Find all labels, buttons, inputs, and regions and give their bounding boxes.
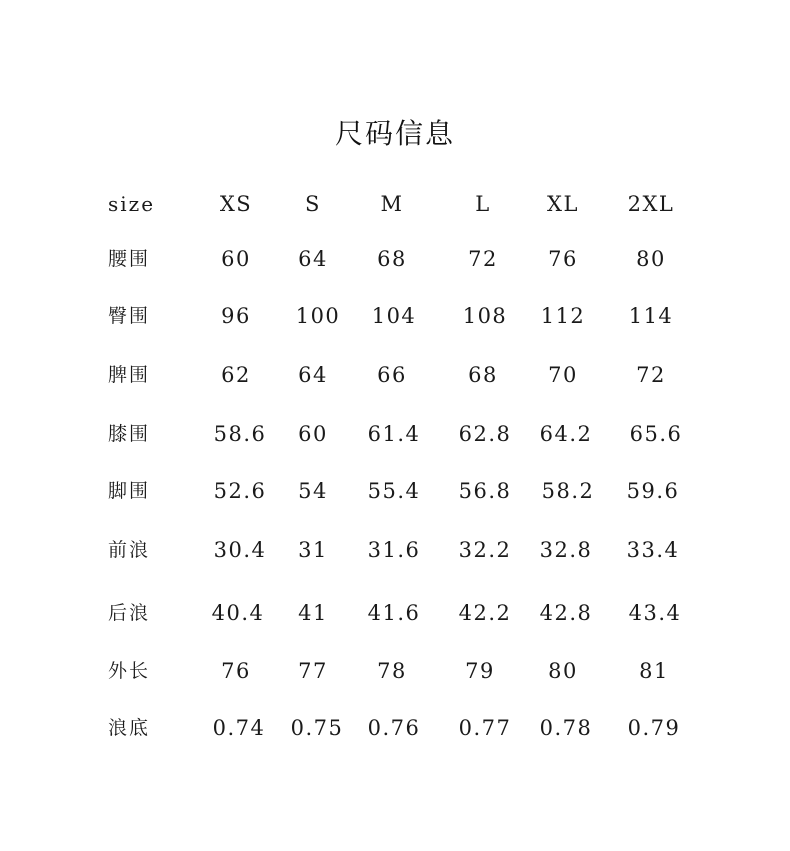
table-row-ankle bbox=[0, 469, 790, 513]
table-row-outseam bbox=[0, 649, 790, 693]
table-cell: 42.2 bbox=[458, 601, 512, 625]
table-cell: 80 bbox=[548, 659, 578, 683]
table-cell: 61.4 bbox=[367, 422, 421, 446]
table-cell: 72 bbox=[636, 363, 666, 387]
header-label: size bbox=[108, 192, 156, 216]
table-cell: 41.6 bbox=[367, 601, 421, 625]
table-cell: 41 bbox=[298, 601, 328, 625]
table-cell: 64 bbox=[298, 363, 328, 387]
table-cell: 76 bbox=[548, 247, 578, 271]
row-label: 后浪 bbox=[108, 602, 151, 624]
table-cell: 108 bbox=[462, 304, 508, 328]
table-cell: 104 bbox=[371, 304, 417, 328]
table-cell: 58.6 bbox=[213, 422, 267, 446]
table-cell: 0.75 bbox=[290, 716, 344, 740]
table-cell: 0.76 bbox=[367, 716, 421, 740]
table-row-back-rise bbox=[0, 591, 790, 635]
table-cell: 68 bbox=[468, 363, 498, 387]
table-cell: 112 bbox=[540, 304, 586, 328]
table-cell: 64.2 bbox=[539, 422, 593, 446]
table-cell: 76 bbox=[221, 659, 251, 683]
header-size-xs: XS bbox=[219, 192, 253, 216]
table-cell: 30.4 bbox=[213, 538, 267, 562]
header-size-2xl: 2XL bbox=[627, 192, 675, 216]
table-cell: 58.2 bbox=[541, 479, 595, 503]
row-label: 浪底 bbox=[108, 717, 151, 739]
table-cell: 65.6 bbox=[629, 422, 683, 446]
row-label: 腰围 bbox=[108, 248, 151, 270]
table-cell: 72 bbox=[468, 247, 498, 271]
table-cell: 81 bbox=[639, 659, 669, 683]
table-row-crotch bbox=[0, 706, 790, 750]
table-cell: 114 bbox=[628, 304, 674, 328]
row-label: 脾围 bbox=[108, 364, 151, 386]
table-cell: 96 bbox=[221, 304, 251, 328]
row-label: 臀围 bbox=[108, 305, 151, 327]
table-cell: 54 bbox=[298, 479, 328, 503]
table-cell: 64 bbox=[298, 247, 328, 271]
table-cell: 0.79 bbox=[627, 716, 681, 740]
table-cell: 77 bbox=[298, 659, 328, 683]
row-label: 脚围 bbox=[108, 480, 151, 502]
header-size-m: M bbox=[380, 192, 404, 216]
table-cell: 32.2 bbox=[458, 538, 512, 562]
table-cell: 100 bbox=[295, 304, 341, 328]
table-cell: 60 bbox=[298, 422, 328, 446]
table-cell: 31.6 bbox=[367, 538, 421, 562]
table-row-front-rise bbox=[0, 528, 790, 572]
table-row-thigh bbox=[0, 353, 790, 397]
header-size-s: S bbox=[305, 192, 321, 216]
table-cell: 62 bbox=[221, 363, 251, 387]
page-title: 尺码信息 bbox=[334, 117, 455, 150]
table-cell: 66 bbox=[377, 363, 407, 387]
table-cell: 56.8 bbox=[458, 479, 512, 503]
table-cell: 70 bbox=[548, 363, 578, 387]
table-cell: 33.4 bbox=[626, 538, 680, 562]
table-cell: 55.4 bbox=[367, 479, 421, 503]
table-cell: 60 bbox=[221, 247, 251, 271]
table-row-hip bbox=[0, 294, 790, 338]
table-cell: 62.8 bbox=[458, 422, 512, 446]
header-size-xl: XL bbox=[547, 192, 579, 216]
table-cell: 78 bbox=[377, 659, 407, 683]
table-cell: 32.8 bbox=[539, 538, 593, 562]
row-label: 前浪 bbox=[108, 539, 151, 561]
table-cell: 59.6 bbox=[626, 479, 680, 503]
table-cell: 79 bbox=[465, 659, 495, 683]
table-header-row bbox=[0, 182, 790, 226]
table-row-knee bbox=[0, 412, 790, 456]
table-row-waist bbox=[0, 237, 790, 281]
table-cell: 0.77 bbox=[458, 716, 512, 740]
table-cell: 31 bbox=[298, 538, 328, 562]
header-size-l: L bbox=[475, 192, 491, 216]
table-cell: 52.6 bbox=[213, 479, 267, 503]
row-label: 外长 bbox=[108, 660, 151, 682]
table-cell: 0.78 bbox=[539, 716, 593, 740]
table-cell: 40.4 bbox=[211, 601, 265, 625]
table-cell: 0.74 bbox=[212, 716, 266, 740]
table-cell: 68 bbox=[377, 247, 407, 271]
table-cell: 42.8 bbox=[539, 601, 593, 625]
table-cell: 43.4 bbox=[628, 601, 682, 625]
row-label: 膝围 bbox=[108, 423, 151, 445]
table-cell: 80 bbox=[636, 247, 666, 271]
